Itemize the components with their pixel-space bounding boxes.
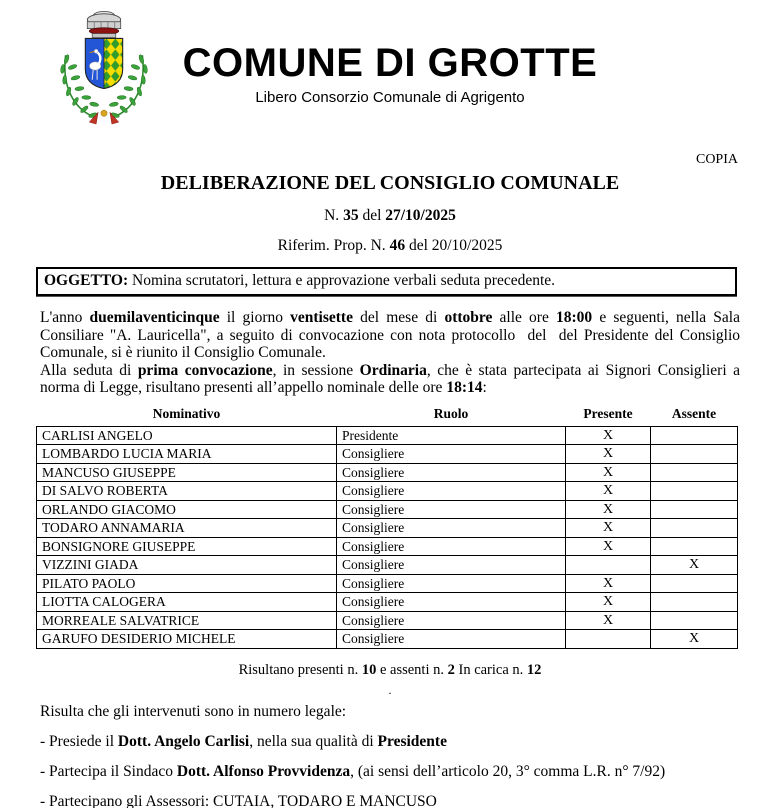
deliberation-number-line: N. 35 del 27/10/2025	[324, 207, 456, 224]
cell-ruolo: Consigliere	[337, 556, 566, 575]
proposal-reference-line: Riferim. Prop. N. 46 del 20/10/2025	[277, 237, 503, 254]
cell-presente: X	[566, 593, 651, 612]
cell-ruolo: Consigliere	[337, 537, 566, 556]
cell-assente	[651, 482, 738, 501]
session-intro-text	[40, 309, 740, 397]
cell-presente: X	[566, 537, 651, 556]
cell-ruolo: Consigliere	[337, 463, 566, 482]
cell-presente	[566, 630, 651, 649]
ribbon-knot	[101, 110, 107, 116]
cell-ruolo: Consigliere	[337, 445, 566, 464]
cell-assente	[651, 445, 738, 464]
assessors-participation-line: - Partecipano gli Assessori: CUTAIA, TODARO E MANCUSO	[40, 792, 437, 808]
cell-presente	[566, 556, 651, 575]
municipality-subtitle: Libero Consorzio Comunale di Agrigento	[255, 89, 525, 106]
intro-paragraph: L'anno duemilaventicinque il giorno ventisette del mese di ottobre alle ore 18:00 e seguenti, nella Sala Consiliare "A. Lauricella", a seguito di convocazione con nota protocollo del del Presidente del Consiglio Comunale, si è riunito il Consiglio Comunale.	[40, 309, 740, 362]
cell-nominativo: BONSIGNORE GIUSEPPE	[37, 537, 337, 556]
presence-summary-line: Risultano presenti n. 10 e assenti n. 2 In carica n. 12	[238, 661, 542, 678]
stray-dot: .	[388, 682, 392, 697]
cell-assente	[651, 500, 738, 519]
cell-presente: X	[566, 445, 651, 464]
table-row	[37, 445, 738, 464]
cell-assente	[651, 463, 738, 482]
table-row	[37, 519, 738, 538]
cell-nominativo: VIZZINI GIADA	[37, 556, 337, 575]
cell-nominativo: DI SALVO ROBERTA	[37, 482, 337, 501]
legal-quorum-line: Risulta che gli intervenuti sono in numero legale:	[40, 702, 347, 720]
session-paragraph: Alla seduta di prima convocazione, in sessione Ordinaria, che è stata partecipata ai Signori Consiglieri a norma di Legge, risultano presenti all’appello nominale delle ore 18:14:	[40, 361, 740, 397]
mayor-participation-line: - Partecipa il Sindaco Dott. Alfonso Provvidenza, (ai sensi dell’articolo 20, 3° comma L.R. n° 7/92)	[40, 762, 666, 780]
cell-ruolo: Consigliere	[337, 519, 566, 538]
cell-presente: X	[566, 463, 651, 482]
table-row	[37, 426, 738, 445]
attendance-table-header	[37, 405, 738, 427]
cell-ruolo: Presidente	[337, 426, 566, 445]
cell-nominativo: MANCUSO GIUSEPPE	[37, 463, 337, 482]
cell-ruolo: Consigliere	[337, 593, 566, 612]
cell-nominativo: TODARO ANNAMARIA	[37, 519, 337, 538]
presiding-officer-line: - Presiede il Dott. Angelo Carlisi, nella sua qualità di Presidente	[40, 732, 447, 750]
document-header	[0, 0, 780, 128]
municipality-title: COMUNE DI GROTTE	[182, 41, 598, 85]
cell-nominativo: PILATO PAOLO	[37, 574, 337, 593]
cell-assente	[651, 519, 738, 538]
cell-presente: X	[566, 519, 651, 538]
table-row	[37, 537, 738, 556]
shield	[85, 38, 122, 88]
attendance-table	[36, 405, 738, 649]
table-row	[37, 630, 738, 649]
cell-ruolo: Consigliere	[337, 630, 566, 649]
cell-ruolo: Consigliere	[337, 574, 566, 593]
column-header-ruolo: Ruolo	[433, 405, 469, 421]
table-row	[37, 556, 738, 575]
mural-crown	[87, 11, 120, 37]
subject-box: OGGETTO: Nomina scrutatori, lettura e approvazione verbali seduta precedente.	[36, 267, 737, 296]
cell-assente	[651, 537, 738, 556]
cell-nominativo: CARLISI ANGELO	[37, 426, 337, 445]
cell-presente: X	[566, 574, 651, 593]
cell-assente: X	[651, 556, 738, 575]
cell-presente: X	[566, 426, 651, 445]
table-row	[37, 611, 738, 630]
cell-assente	[651, 426, 738, 445]
column-header-assente: Assente	[671, 405, 717, 421]
cell-presente: X	[566, 611, 651, 630]
cell-assente	[651, 593, 738, 612]
column-header-presente: Presente	[583, 405, 633, 421]
cell-presente: X	[566, 482, 651, 501]
cell-nominativo: LOMBARDO LUCIA MARIA	[37, 445, 337, 464]
cell-nominativo: ORLANDO GIACOMO	[37, 500, 337, 519]
cell-ruolo: Consigliere	[337, 500, 566, 519]
cell-ruolo: Consigliere	[337, 482, 566, 501]
cell-nominativo: GARUFO DESIDERIO MICHELE	[37, 630, 337, 649]
table-row	[37, 500, 738, 519]
column-header-nominativo: Nominativo	[152, 405, 221, 421]
municipal-coat-of-arms-icon	[40, 6, 168, 126]
deliberation-title: DELIBERAZIONE DEL CONSIGLIO COMUNALE	[160, 172, 620, 194]
table-row	[37, 463, 738, 482]
table-row	[37, 574, 738, 593]
cell-nominativo: LIOTTA CALOGERA	[37, 593, 337, 612]
cell-nominativo: MORREALE SALVATRICE	[37, 611, 337, 630]
cell-assente	[651, 574, 738, 593]
cell-assente: X	[651, 630, 738, 649]
cell-assente	[651, 611, 738, 630]
cell-presente: X	[566, 500, 651, 519]
attendance-table-body	[37, 426, 738, 648]
copy-label: COPIA	[695, 152, 738, 167]
table-row	[37, 482, 738, 501]
cell-ruolo: Consigliere	[337, 611, 566, 630]
table-row	[37, 593, 738, 612]
